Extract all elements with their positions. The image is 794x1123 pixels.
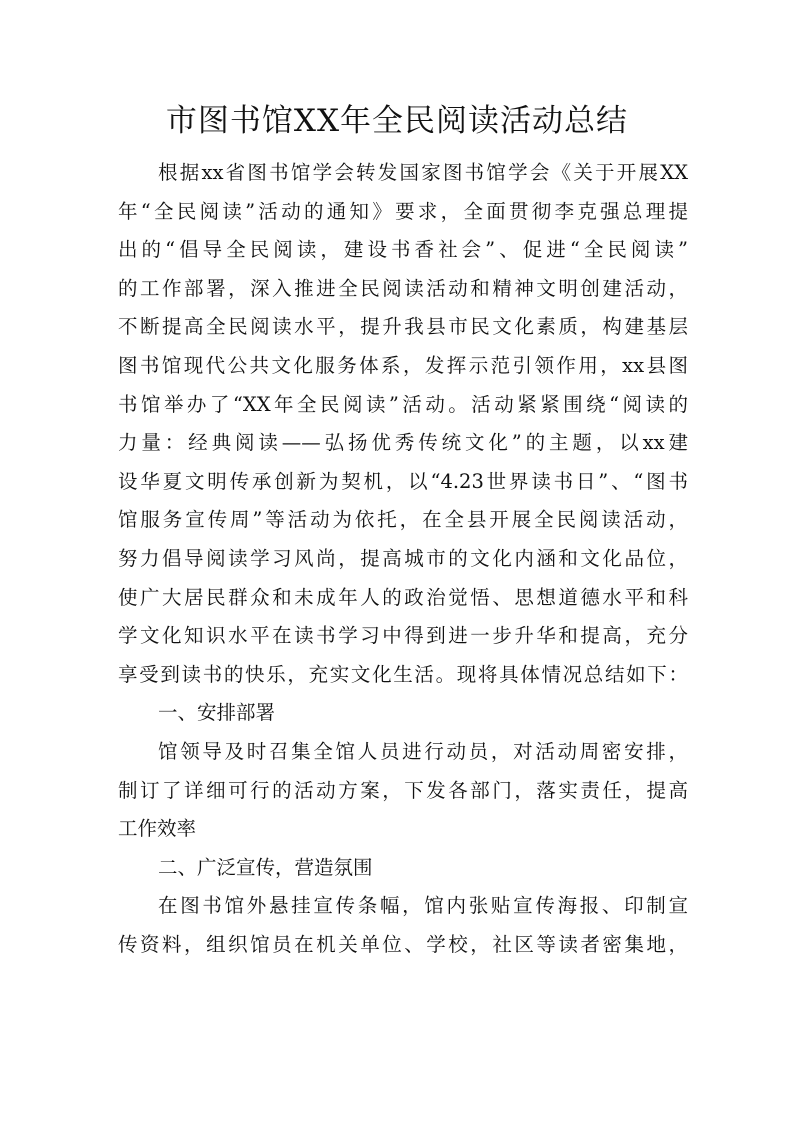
paragraph-line: 年“全民阅读”活动的通知》要求，全面贯彻李克强总理提 <box>118 199 688 223</box>
paragraph-line: 努力倡导阅读学习风尚，提高城市的文化内涵和文化品位， <box>118 546 688 570</box>
paragraph-line: 传资料，组织馆员在机关单位、学校，社区等读者密集地， <box>118 932 688 956</box>
paragraph-line: 根据xx省图书馆学会转发国家图书馆学会《关于开展XX <box>158 161 688 184</box>
paragraph-line: 不断提高全民阅读水平，提升我县市民文化素质，构建基层 <box>118 315 688 339</box>
paragraph-line: 在图书馆外悬挂宣传条幅，馆内张贴宣传海报、印制宣 <box>158 894 688 918</box>
paragraph-line: 图书馆现代公共文化服务体系，发挥示范引领作用，xx县图 <box>118 353 688 377</box>
section-heading: 二、广泛宣传，营造氛围 <box>158 855 373 879</box>
document-title: 市图书馆XX年全民阅读活动总结 <box>165 103 629 139</box>
paragraph-line: 的工作部署，深入推进全民阅读活动和精神文明创建活动， <box>118 276 688 300</box>
paragraph-line: 馆领导及时召集全馆人员进行动员，对活动周密安排， <box>158 739 688 763</box>
paragraph-line: 力量：经典阅读——弘扬优秀传统文化”的主题，以xx建 <box>118 431 688 455</box>
paragraph-line: 使广大居民群众和未成年人的政治觉悟、思想道德水平和科 <box>118 585 688 609</box>
paragraph-line: 书馆举办了“XX年全民阅读”活动。活动紧紧围绕“阅读的 <box>118 392 688 416</box>
section-heading: 一、安排部署 <box>158 701 276 725</box>
paragraph-line: 出的“倡导全民阅读，建设书香社会”、促进“全民阅读” <box>118 238 688 262</box>
paragraph-line: 工作效率 <box>118 817 197 841</box>
paragraph-line: 馆服务宣传周”等活动为依托，在全县开展全民阅读活动， <box>118 508 688 532</box>
paragraph-line: 享受到读书的快乐，充实文化生活。现将具体情况总结如下： <box>118 662 688 686</box>
paragraph-line: 学文化知识水平在读书学习中得到进一步升华和提高，充分 <box>118 624 688 648</box>
paragraph-line: 设华夏文明传承创新为契机，以“4.23世界读书日”、“图书 <box>118 469 688 493</box>
document-body <box>118 154 688 964</box>
paragraph-line: 制订了详细可行的活动方案，下发各部门，落实责任，提高 <box>118 778 688 802</box>
